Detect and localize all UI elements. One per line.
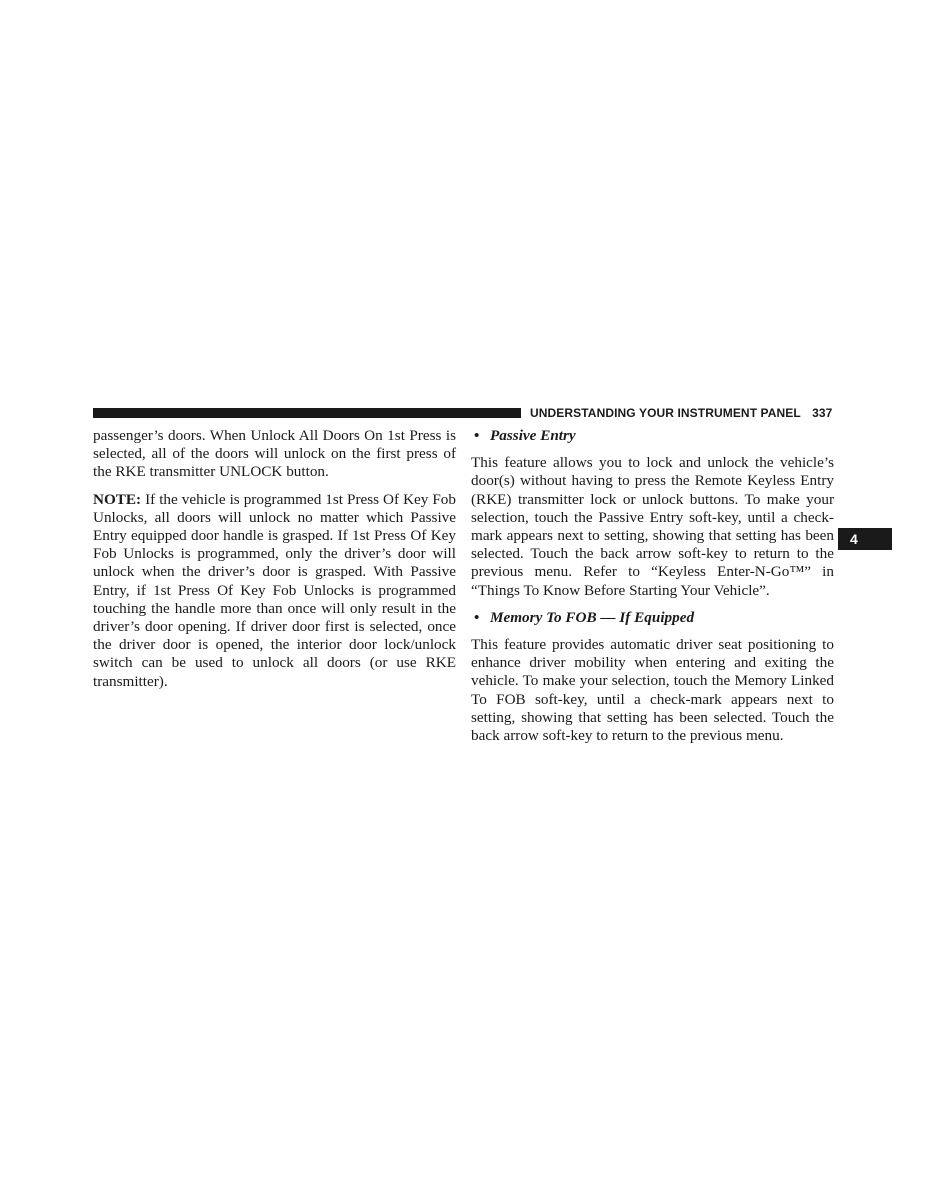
bullet-icon: • (474, 608, 480, 626)
bullet-icon: • (474, 427, 480, 444)
continued-paragraph: passenger’s doors. When Unlock All Doors On 1st Press is selected, all of the doors will unlock on the first press of the RKE transmitter UNLOCK button. (93, 427, 456, 481)
passive-entry-title: Passive Entry (490, 427, 576, 444)
memory-to-fob-title: Memory To FOB — If Equipped (490, 608, 695, 626)
page-number: 337 (812, 406, 833, 420)
running-header (530, 405, 836, 421)
passive-entry-heading (471, 427, 834, 445)
header-rule (93, 408, 521, 418)
note-label: NOTE: (93, 490, 142, 508)
right-column (471, 427, 834, 754)
memory-to-fob-paragraph: This feature provides automatic driver seat positioning to enhance driver mobility when entering and exiting the vehicle. To make your selection, touch the Memory Linked To FOB soft-key, until a check-mark appears next to setting, showing that setting has been selected. Touch the back arrow soft-key to return to the previous menu. (471, 636, 834, 745)
memory-to-fob-heading (471, 609, 834, 627)
chapter-tab: 4 (838, 528, 892, 550)
left-column (93, 427, 456, 700)
section-title: UNDERSTANDING YOUR INSTRUMENT PANEL (530, 406, 801, 420)
passive-entry-paragraph: This feature allows you to lock and unlock the vehicle’s door(s) without having to press the Remote Keyless Entry (RKE) transmitter lock or unlock buttons. To make your selection, touch the Passive Entry soft-key, until a check-mark appears next to setting, showing that setting has been selected. Touch the back arrow soft-key to return to the previous menu. Refer to “Keyless Enter-N-Go™” in “Things To Know Before Starting Your Vehicle”. (471, 454, 834, 599)
note-paragraph (93, 491, 456, 691)
note-text: If the vehicle is programmed 1st Press Of Key Fob Unlocks, all doors will unlock no matter which Passive Entry equipped door handle is grasped. If 1st Press Of Key Fob Unlocks is programmed, only the driver’s door will unlock when the driver’s door is grasped. With Passive Entry, if 1st Press Of Key Fob Unlocks is programmed touching the handle more than once will only result in the driver’s door opening. If driver door first is selected, once the driver door is opened, the interior door lock/unlock switch can be used to unlock all doors (or use RKE transmitter). (93, 490, 456, 690)
